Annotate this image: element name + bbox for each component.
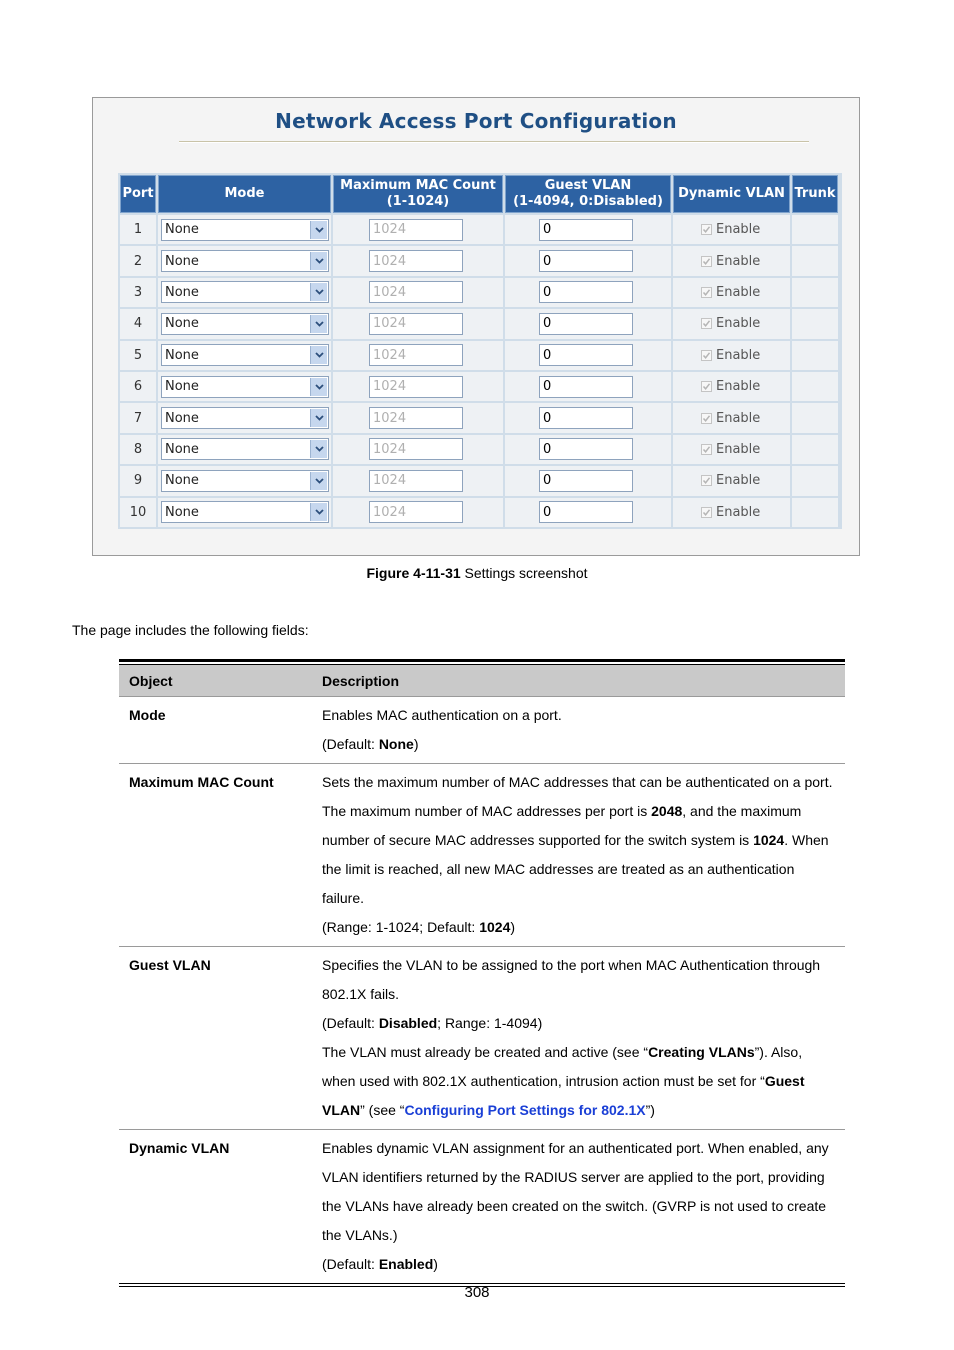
mode-select-value: None: [165, 441, 199, 457]
guest-vlan-input[interactable]: 0: [539, 376, 633, 398]
max-mac-cell: [333, 372, 503, 401]
dynamic-vlan-label: Enable: [716, 284, 761, 300]
screenshot-title: Network Access Port Configuration: [275, 109, 677, 133]
dynamic-vlan-cell: [673, 278, 790, 307]
range-value: 1024: [479, 919, 511, 935]
desc-guest-vlan: [312, 951, 845, 1125]
mode-cell: [158, 246, 331, 275]
figure-text: Settings screenshot: [460, 565, 588, 581]
guest-vlan-input[interactable]: 0: [539, 470, 633, 492]
chevron-down-icon[interactable]: [310, 283, 327, 301]
max-mac-count-input[interactable]: 1024: [369, 470, 463, 492]
header-dynamic-vlan: Dynamic VLAN: [673, 175, 790, 213]
mode-select-value: None: [165, 284, 199, 300]
port-config-grid: [120, 175, 840, 527]
bold-value: 2048: [651, 803, 683, 819]
dynamic-vlan-label: Enable: [716, 316, 761, 332]
chevron-down-icon[interactable]: [310, 221, 327, 239]
intro-text: The page includes the following fields:: [72, 622, 309, 638]
port-number: 2: [120, 246, 156, 275]
object-guest-vlan: Guest VLAN: [129, 957, 211, 973]
dynamic-vlan-checkbox[interactable]: [701, 350, 712, 361]
dynamic-vlan-checkbox[interactable]: [701, 413, 712, 424]
max-mac-count-input[interactable]: 1024: [369, 376, 463, 398]
text-part: ”): [645, 1102, 655, 1118]
guest-vlan-cell: [505, 246, 671, 275]
dynamic-vlan-checkbox[interactable]: [701, 224, 712, 235]
trunk-cell: [792, 466, 838, 495]
mode-select-value: None: [165, 316, 199, 332]
desc-dynamic-default: [322, 1250, 839, 1279]
default-suffix: ): [413, 736, 419, 752]
dynamic-vlan-label: Enable: [716, 504, 761, 520]
max-mac-count-input[interactable]: 1024: [369, 407, 463, 429]
link-port-settings-8021x[interactable]: Configuring Port Settings for 802.1X: [404, 1102, 646, 1118]
bold-term: Guest VLAN: [322, 1073, 805, 1118]
default-suffix: ): [433, 1256, 438, 1272]
mode-select-value: None: [165, 473, 199, 489]
max-mac-cell: [333, 435, 503, 464]
dynamic-vlan-cell: [673, 466, 790, 495]
port-number: 3: [120, 278, 156, 307]
dynamic-vlan-label: Enable: [716, 222, 761, 238]
mode-select-value: None: [165, 504, 199, 520]
guest-vlan-input[interactable]: 0: [539, 313, 633, 335]
page-number: 308: [464, 1284, 490, 1301]
title-divider: [179, 141, 809, 143]
desc-dynamic-vlan: [312, 1134, 845, 1279]
default-prefix: (Default:: [322, 1256, 379, 1272]
header-guest-vlan: Guest VLAN (1-4094, 0:Disabled): [505, 175, 671, 213]
port-number: 1: [120, 215, 156, 244]
row-dynamic-vlan: [119, 1130, 845, 1287]
bold-term: Creating VLANs: [648, 1044, 755, 1060]
mode-cell: [158, 341, 331, 370]
max-mac-cell: [333, 498, 503, 527]
default-value: None: [378, 736, 414, 752]
desc-mode-default: [322, 730, 839, 759]
guest-vlan-cell: [505, 498, 671, 527]
chevron-down-icon[interactable]: [310, 346, 327, 364]
max-mac-cell: [333, 403, 503, 432]
guest-vlan-input[interactable]: 0: [539, 281, 633, 303]
dynamic-vlan-cell: [673, 435, 790, 464]
port-number: 6: [120, 372, 156, 401]
row-max-mac-count: [119, 764, 845, 947]
range-prefix: (Range: 1-1024; Default:: [322, 919, 480, 935]
max-mac-cell: [333, 466, 503, 495]
figure-number: Figure 4-11-31: [366, 565, 461, 581]
dynamic-vlan-checkbox[interactable]: [701, 507, 712, 518]
object-max-mac-count: Maximum MAC Count: [129, 774, 274, 790]
dynamic-vlan-cell: [673, 215, 790, 244]
dynamic-vlan-label: Enable: [716, 441, 761, 457]
header-port: Port: [120, 175, 156, 213]
mode-select[interactable]: [161, 313, 329, 335]
text-part: Sets the maximum number of MAC addresses that can be authenticated on a port. The maximum number of MAC addresses per port is: [322, 774, 833, 819]
guest-vlan-input[interactable]: 0: [539, 501, 633, 523]
max-mac-cell: [333, 246, 503, 275]
dynamic-vlan-checkbox[interactable]: [701, 287, 712, 298]
max-mac-count-input[interactable]: 1024: [369, 313, 463, 335]
mode-select[interactable]: [161, 219, 329, 241]
mode-cell: [158, 215, 331, 244]
mode-cell: [158, 498, 331, 527]
port-number: 5: [120, 341, 156, 370]
mode-select-value: None: [165, 253, 199, 269]
trunk-cell: [792, 341, 838, 370]
guest-vlan-cell: [505, 309, 671, 338]
guest-vlan-cell: [505, 403, 671, 432]
header-mode: Mode: [158, 175, 331, 213]
header-object: Object: [129, 672, 173, 689]
desc-max-mac-count: [312, 768, 845, 942]
chevron-down-icon[interactable]: [310, 440, 327, 458]
dynamic-vlan-checkbox[interactable]: [701, 475, 712, 486]
mode-select[interactable]: [161, 438, 329, 460]
guest-vlan-input[interactable]: 0: [539, 438, 633, 460]
dynamic-vlan-label: Enable: [716, 410, 761, 426]
port-number: 7: [120, 403, 156, 432]
default-value: Enabled: [378, 1256, 434, 1272]
max-mac-count-input[interactable]: 1024: [369, 344, 463, 366]
text-part: . When the limit is reached, all new MAC addresses are treated as an authentication failure.: [322, 832, 829, 906]
dynamic-vlan-cell: [673, 372, 790, 401]
mode-select-value: None: [165, 410, 199, 426]
row-guest-vlan: [119, 947, 845, 1130]
default-prefix: (Default:: [322, 736, 379, 752]
trunk-cell: [792, 278, 838, 307]
default-suffix: ; Range: 1-4094): [437, 1015, 543, 1031]
figure-caption: [0, 565, 954, 581]
guest-vlan-cell: [505, 341, 671, 370]
trunk-cell: [792, 403, 838, 432]
chevron-down-icon[interactable]: [310, 252, 327, 270]
trunk-cell: [792, 372, 838, 401]
dynamic-vlan-checkbox[interactable]: [701, 444, 712, 455]
mode-select[interactable]: [161, 470, 329, 492]
port-number: 4: [120, 309, 156, 338]
text-part: ” (see “: [360, 1102, 405, 1118]
mode-cell: [158, 435, 331, 464]
dynamic-vlan-checkbox[interactable]: [701, 318, 712, 329]
bold-value: 1024: [753, 832, 785, 848]
desc-max-mac-text: [322, 768, 839, 913]
text-part: , and the maximum number of secure MAC addresses supported for the switch system is: [322, 803, 802, 848]
default-prefix: (Default:: [322, 1015, 379, 1031]
max-mac-cell: [333, 341, 503, 370]
mode-cell: [158, 403, 331, 432]
chevron-down-icon[interactable]: [310, 472, 327, 490]
mode-cell: [158, 309, 331, 338]
mode-select[interactable]: [161, 407, 329, 429]
mode-select[interactable]: [161, 250, 329, 272]
trunk-cell: [792, 215, 838, 244]
trunk-cell: [792, 435, 838, 464]
dynamic-vlan-checkbox[interactable]: [701, 381, 712, 392]
desc-mode: [312, 701, 845, 759]
trunk-cell: [792, 309, 838, 338]
mode-select[interactable]: [161, 344, 329, 366]
header-max-mac-count: Maximum MAC Count (1-1024): [333, 175, 503, 213]
mode-select-value: None: [165, 222, 199, 238]
chevron-down-icon[interactable]: [310, 378, 327, 396]
dynamic-vlan-cell: [673, 498, 790, 527]
desc-guest-line: Specifies the VLAN to be assigned to the port when MAC Authentication through 802.1X fails.: [322, 957, 821, 1002]
port-number: 9: [120, 466, 156, 495]
object-dynamic-vlan: Dynamic VLAN: [129, 1140, 230, 1156]
guest-vlan-input[interactable]: 0: [539, 407, 633, 429]
max-mac-cell: [333, 215, 503, 244]
chevron-down-icon[interactable]: [310, 315, 327, 333]
max-mac-count-input[interactable]: 1024: [369, 281, 463, 303]
dynamic-vlan-label: Enable: [716, 253, 761, 269]
port-number: 10: [120, 498, 156, 527]
range-suffix: ): [510, 919, 516, 935]
dynamic-vlan-cell: [673, 309, 790, 338]
mode-select[interactable]: [161, 281, 329, 303]
desc-mode-line: Enables MAC authentication on a port.: [322, 707, 562, 723]
fields-table-header: [119, 664, 845, 697]
guest-vlan-input[interactable]: 0: [539, 250, 633, 272]
desc-guest-note: [322, 1038, 839, 1125]
trunk-cell: [792, 246, 838, 275]
desc-guest-default: [322, 1009, 839, 1038]
guest-vlan-cell: [505, 435, 671, 464]
text-part: ”). Also, when used with 802.1X authentication, intrusion action must be set for “: [322, 1044, 803, 1089]
mode-select[interactable]: [161, 501, 329, 523]
guest-vlan-cell: [505, 215, 671, 244]
mode-cell: [158, 372, 331, 401]
guest-vlan-input[interactable]: 0: [539, 219, 633, 241]
guest-vlan-cell: [505, 278, 671, 307]
guest-vlan-cell: [505, 466, 671, 495]
chevron-down-icon[interactable]: [310, 409, 327, 427]
port-number: 8: [120, 435, 156, 464]
port-config-table: [118, 173, 842, 529]
dynamic-vlan-label: Enable: [716, 379, 761, 395]
mode-select-value: None: [165, 347, 199, 363]
header-trunk: Trunk: [792, 175, 838, 213]
mode-cell: [158, 278, 331, 307]
settings-screenshot: [92, 97, 860, 556]
desc-max-mac-range: [322, 913, 839, 942]
max-mac-count-input[interactable]: 1024: [369, 501, 463, 523]
default-value: Disabled: [378, 1015, 438, 1031]
max-mac-count-input[interactable]: 1024: [369, 219, 463, 241]
text-part: The VLAN must already be created and active (see “: [322, 1044, 649, 1060]
dynamic-vlan-label: Enable: [716, 473, 761, 489]
fields-table: [119, 659, 845, 1287]
mode-cell: [158, 466, 331, 495]
guest-vlan-cell: [505, 372, 671, 401]
max-mac-count-input[interactable]: 1024: [369, 438, 463, 460]
object-mode: Mode: [129, 707, 166, 723]
row-mode: [119, 697, 845, 764]
mode-select[interactable]: [161, 376, 329, 398]
dynamic-vlan-checkbox[interactable]: [701, 256, 712, 267]
max-mac-count-input[interactable]: 1024: [369, 250, 463, 272]
max-mac-cell: [333, 278, 503, 307]
mode-select-value: None: [165, 379, 199, 395]
dynamic-vlan-cell: [673, 246, 790, 275]
desc-dynamic-line: Enables dynamic VLAN assignment for an authenticated port. When enabled, any VLAN identifiers returned by the RADIUS server are applied to the port, providing the VLANs have already been created on the switch. (GVRP is not used to create the VLANs.): [322, 1140, 829, 1243]
dynamic-vlan-cell: [673, 341, 790, 370]
chevron-down-icon[interactable]: [310, 503, 327, 521]
max-mac-cell: [333, 309, 503, 338]
trunk-cell: [792, 498, 838, 527]
dynamic-vlan-cell: [673, 403, 790, 432]
guest-vlan-input[interactable]: 0: [539, 344, 633, 366]
header-description: Description: [322, 672, 400, 689]
dynamic-vlan-label: Enable: [716, 347, 761, 363]
